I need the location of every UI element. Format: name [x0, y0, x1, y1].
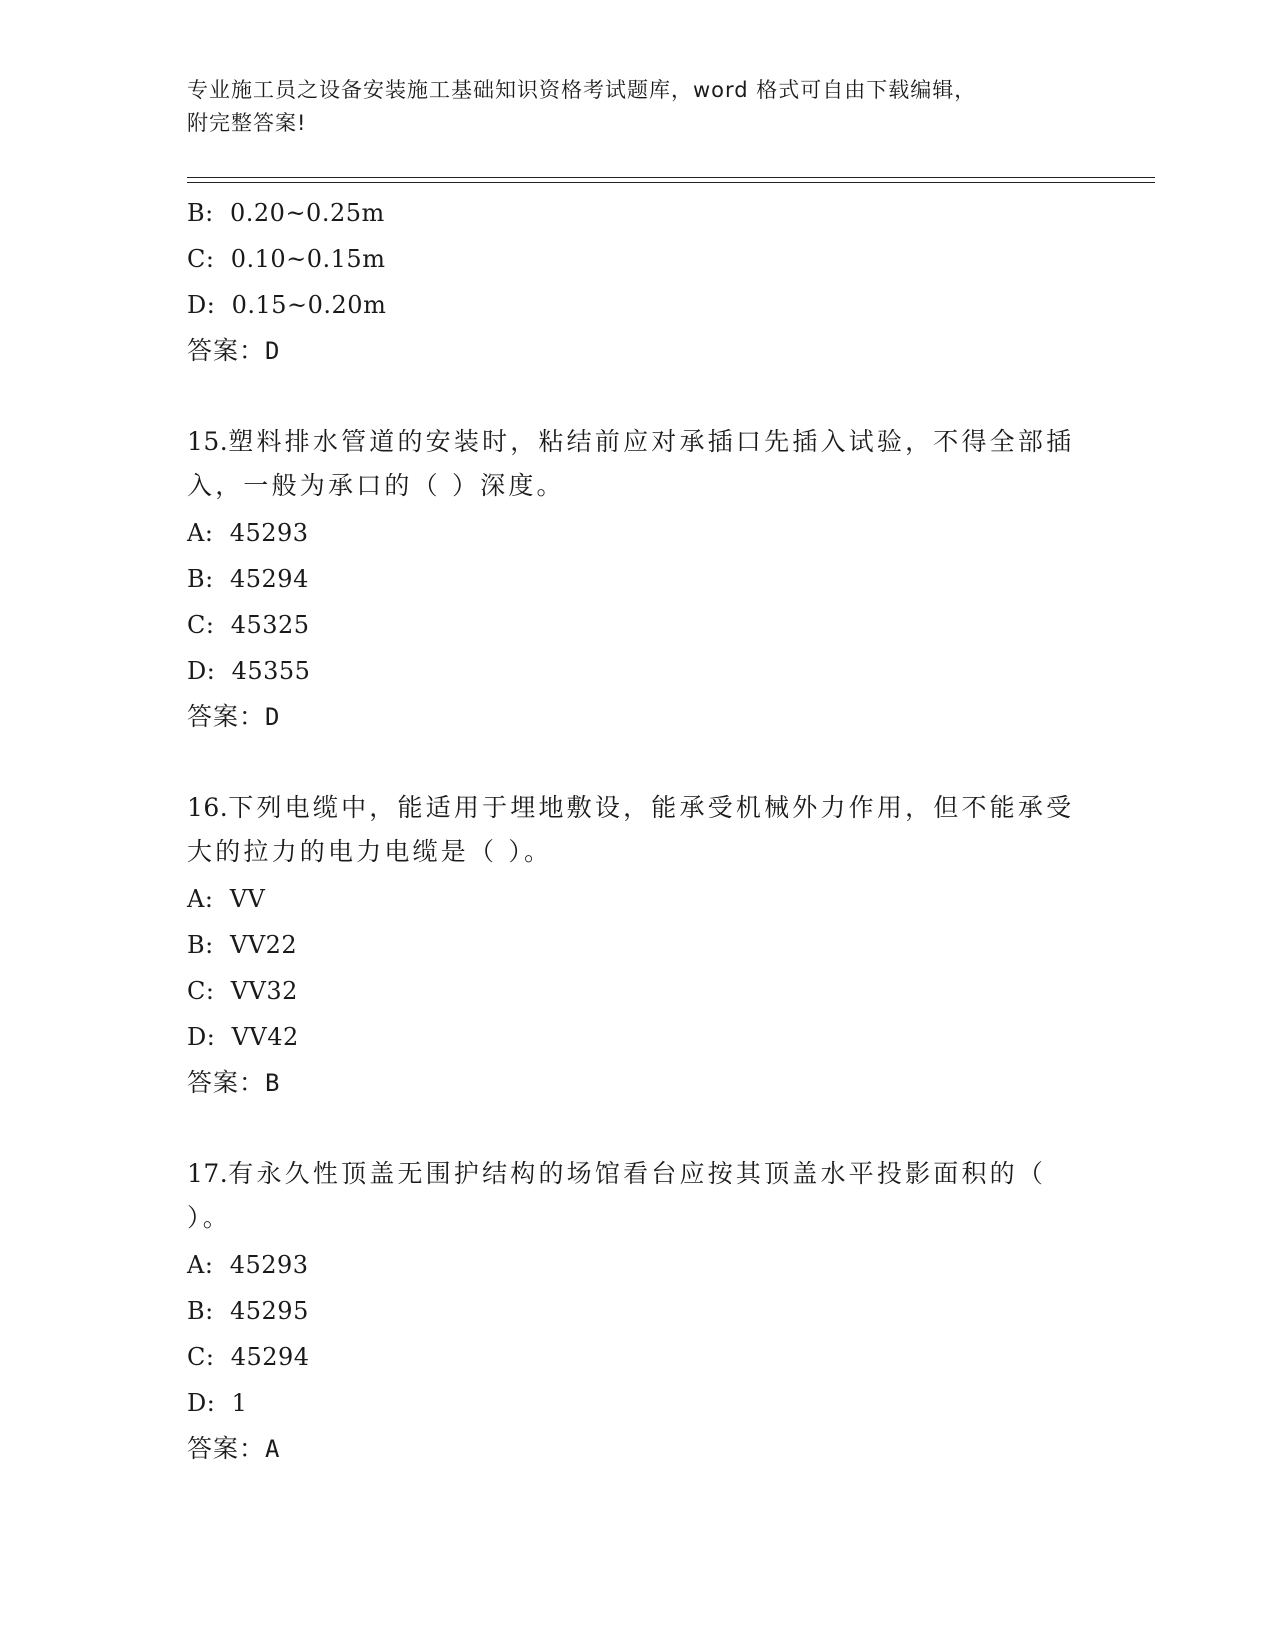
- option-text: VV: [229, 885, 266, 913]
- question-text: [187, 420, 1087, 508]
- option-text: 45294: [230, 1343, 310, 1371]
- option-label: C:: [187, 1343, 215, 1371]
- option-label: C:: [187, 611, 215, 639]
- option-label: D:: [187, 1389, 216, 1417]
- option-d: [187, 1014, 1087, 1060]
- question-block: [187, 420, 1087, 740]
- option-c: [187, 1334, 1087, 1380]
- question-number: 17.: [187, 1159, 229, 1188]
- answer-label: 答案：: [187, 1434, 266, 1463]
- option-b: [187, 1288, 1087, 1334]
- option-b: [187, 190, 1087, 236]
- option-label: C:: [187, 977, 215, 1005]
- question-block: [187, 786, 1087, 1106]
- header-line-2: 附完整答案!: [187, 111, 307, 135]
- answer-value: D: [265, 337, 281, 365]
- question-number: 16.: [187, 793, 229, 822]
- option-label: C:: [187, 245, 215, 273]
- answer-value: D: [265, 703, 281, 731]
- option-a: [187, 876, 1087, 922]
- option-label: B:: [187, 199, 214, 227]
- option-label: A:: [187, 885, 214, 913]
- option-text: 45295: [230, 1297, 309, 1325]
- spacer: [187, 740, 1087, 786]
- carryover-block: [187, 190, 1087, 374]
- option-label: A:: [187, 519, 214, 547]
- option-text: 1: [231, 1389, 248, 1417]
- option-c: [187, 968, 1087, 1014]
- answer-line: [187, 694, 1087, 740]
- option-a: [187, 1242, 1087, 1288]
- option-label: D:: [187, 1023, 216, 1051]
- question-text: [187, 1152, 1087, 1240]
- answer-line: [187, 328, 1087, 374]
- page-header: [187, 74, 1087, 140]
- option-label: A:: [187, 1251, 214, 1279]
- option-d: [187, 1380, 1087, 1426]
- header-divider-top: [187, 177, 1155, 178]
- option-text: 45325: [230, 611, 310, 639]
- option-text: 45293: [229, 519, 309, 547]
- option-label: B:: [187, 565, 214, 593]
- option-d: [187, 282, 1087, 328]
- option-label: D:: [187, 657, 216, 685]
- option-b: [187, 556, 1087, 602]
- option-c: [187, 602, 1087, 648]
- header-divider-bottom: [187, 182, 1155, 183]
- option-text: 45294: [230, 565, 309, 593]
- option-label: B:: [187, 931, 214, 959]
- option-text: 45293: [229, 1251, 309, 1279]
- answer-line: [187, 1060, 1087, 1106]
- spacer: [187, 374, 1087, 420]
- option-text: VV32: [230, 977, 298, 1005]
- option-text: VV42: [231, 1023, 299, 1051]
- question-body: 有永久性顶盖无围护结构的场馆看台应按其顶盖水平投影面积的（ ）。: [187, 1159, 1047, 1232]
- answer-line: [187, 1426, 1087, 1472]
- option-text: VV22: [230, 931, 298, 959]
- option-text: 45355: [231, 657, 311, 685]
- option-text: 0.10~0.15m: [230, 245, 386, 273]
- answer-value: A: [265, 1435, 281, 1463]
- question-text: [187, 786, 1087, 874]
- answer-label: 答案：: [187, 702, 266, 731]
- question-list: [187, 190, 1087, 1472]
- option-label: B:: [187, 1297, 214, 1325]
- option-text: 0.20~0.25m: [230, 199, 385, 227]
- question-body: 塑料排水管道的安装时，粘结前应对承插口先插入试验，不得全部插入，一般为承口的（ ）深度。: [187, 427, 1075, 500]
- option-text: 0.15~0.20m: [231, 291, 387, 319]
- header-line-1: 专业施工员之设备安装施工基础知识资格考试题库，word 格式可自由下载编辑，: [187, 78, 977, 102]
- spacer: [187, 1106, 1087, 1152]
- answer-label: 答案：: [187, 336, 266, 365]
- question-block: [187, 1152, 1087, 1472]
- option-d: [187, 648, 1087, 694]
- answer-value: B: [265, 1069, 281, 1097]
- option-b: [187, 922, 1087, 968]
- option-c: [187, 236, 1087, 282]
- answer-label: 答案：: [187, 1068, 266, 1097]
- option-label: D:: [187, 291, 216, 319]
- question-number: 15.: [187, 427, 229, 456]
- option-a: [187, 510, 1087, 556]
- question-body: 下列电缆中，能适用于埋地敷设，能承受机械外力作用，但不能承受大的拉力的电力电缆是（ ）。: [187, 793, 1075, 866]
